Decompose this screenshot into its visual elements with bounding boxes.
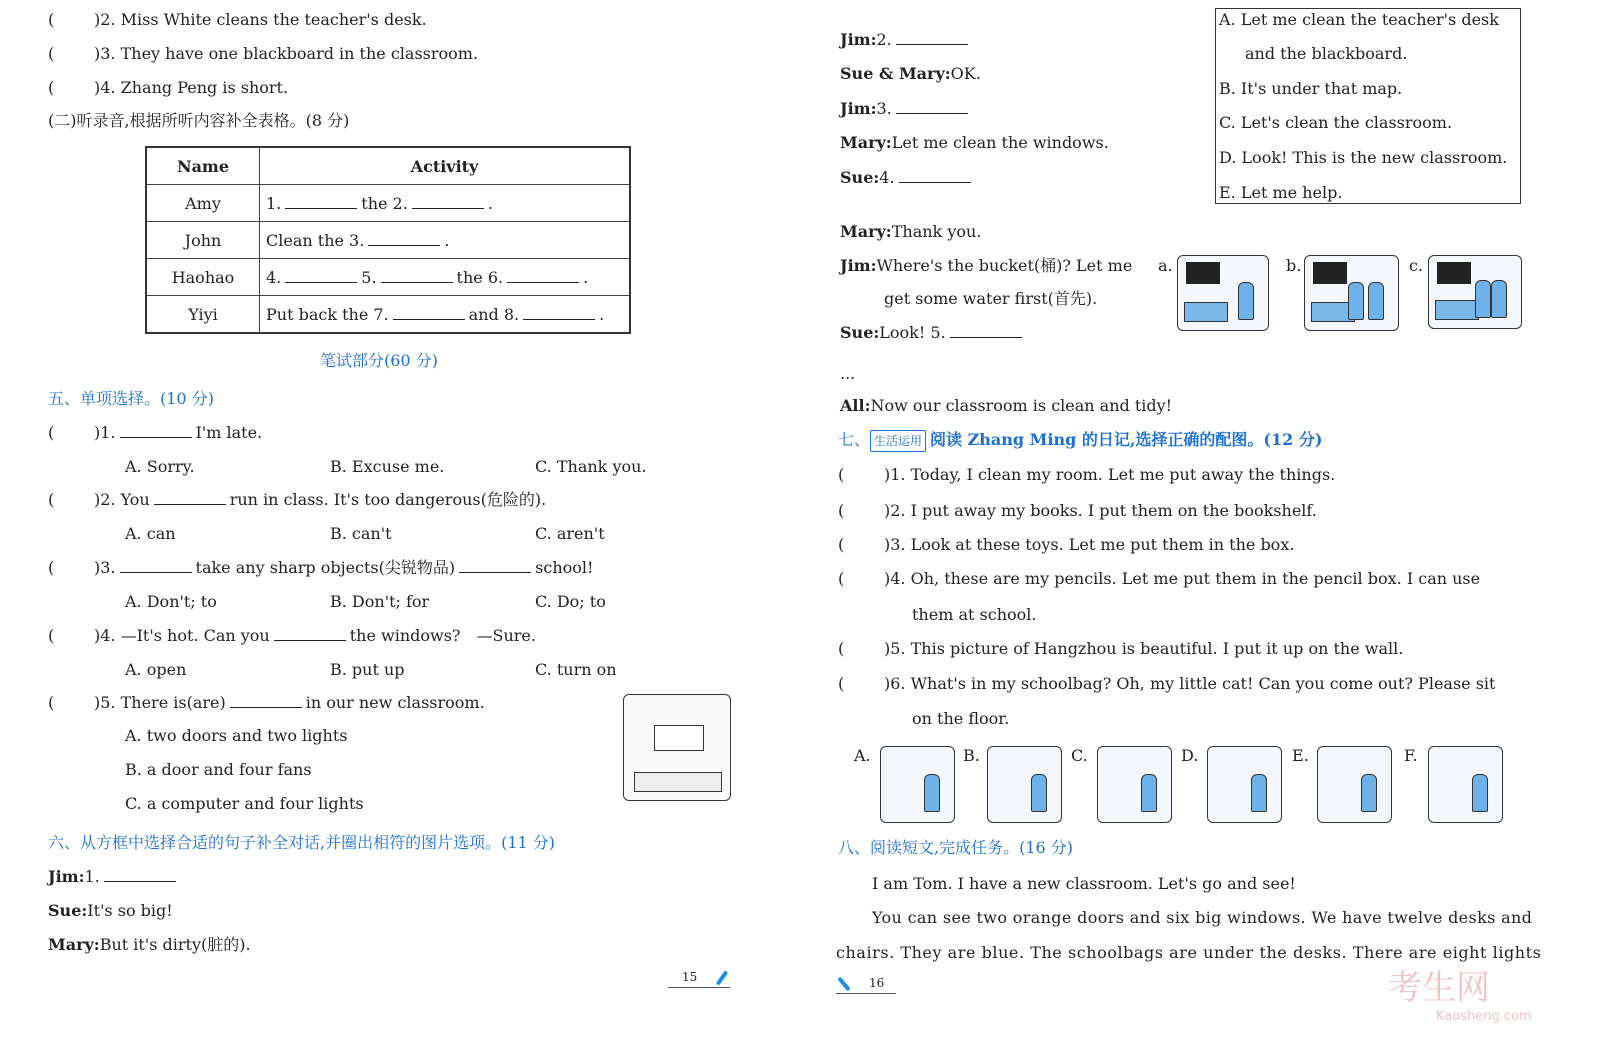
option[interactable]: B. put up xyxy=(330,660,405,679)
answer-blank[interactable] xyxy=(459,558,531,573)
table-row: Yiyi Put back the 7. and 8. . xyxy=(146,296,630,334)
blank[interactable] xyxy=(412,194,484,209)
answer-blank[interactable] xyxy=(154,490,226,505)
dialog-line xyxy=(840,30,972,50)
answer-blank[interactable] xyxy=(274,626,346,641)
paren: ) xyxy=(884,674,891,693)
diary-item xyxy=(838,501,1317,521)
diary-item xyxy=(838,569,1480,589)
text: 5. This picture of Hangzhou is beautiful. I put it up on the wall. xyxy=(890,639,1404,658)
text: Look! 5. xyxy=(879,323,946,342)
text: school! xyxy=(535,558,594,577)
option[interactable]: C. aren't xyxy=(535,524,605,543)
paren: ( xyxy=(48,693,55,712)
boy-figure xyxy=(1361,774,1377,812)
text: Let me clean the windows. xyxy=(891,133,1109,152)
section-tag: 生活运用 xyxy=(870,430,926,452)
dialog-line xyxy=(840,222,981,242)
option[interactable]: C. turn on xyxy=(535,660,617,679)
boy-figure xyxy=(1141,774,1157,812)
text: get some water first(首先). xyxy=(884,289,1098,308)
picture-c[interactable] xyxy=(1428,255,1522,329)
dialog-line: Sue:It's so big! xyxy=(48,901,173,920)
text: the windows? —Sure. xyxy=(349,626,536,645)
section-6-heading: 六、从方框中选择合适的句子补全对话,并圈出相符的图片选项。(11 分) xyxy=(48,833,556,852)
diary-item xyxy=(838,535,1294,555)
speaker: Mary: xyxy=(840,133,892,152)
text: I'm late. xyxy=(195,423,263,442)
paren: ) xyxy=(94,490,101,509)
option-line: and the blackboard. xyxy=(1245,44,1408,63)
answer-blank[interactable] xyxy=(899,168,971,183)
blank[interactable] xyxy=(104,867,176,882)
passage-line: You can see two orange doors and six big windows. We have twelve desks and xyxy=(872,908,1533,927)
diary-picture[interactable] xyxy=(1428,746,1503,823)
option-line: C. Let's clean the classroom. xyxy=(1219,113,1453,132)
speaker: Jim: xyxy=(840,99,877,118)
diary-picture[interactable] xyxy=(880,746,955,823)
picture-label: B. xyxy=(963,746,980,765)
speaker: All: xyxy=(840,396,871,415)
passage-line: chairs. They are blue. The schoolbags are under the desks. There are eight lights xyxy=(836,943,1542,962)
page-number: 16 xyxy=(869,976,885,990)
option[interactable]: C. Do; to xyxy=(535,592,606,611)
diary-item xyxy=(838,674,1495,694)
written-section-title: 笔试部分(60 分) xyxy=(320,351,438,370)
text: 5. There is(are) xyxy=(100,693,226,712)
pencil-icon xyxy=(716,970,728,985)
picture-label: F. xyxy=(1404,746,1418,765)
option[interactable]: B. Don't; for xyxy=(330,592,430,611)
speaker: Mary: xyxy=(840,222,892,241)
table-row: John Clean the 3. . xyxy=(146,222,630,259)
question xyxy=(48,423,262,443)
option-line: B. It's under that map. xyxy=(1219,79,1403,98)
speaker: Sue: xyxy=(840,323,880,342)
pencil-icon xyxy=(837,977,850,992)
answer-blank[interactable] xyxy=(230,693,302,708)
speaker: Jim: xyxy=(840,256,877,275)
question xyxy=(48,490,546,510)
option-box xyxy=(1215,8,1521,204)
text: 2. xyxy=(876,30,892,49)
table-header: Name xyxy=(146,147,260,185)
option-line: D. Look! This is the new classroom. xyxy=(1219,148,1508,167)
tf-item: ( )2. Miss White cleans the teacher's desk. xyxy=(48,10,427,29)
question xyxy=(48,693,485,713)
diary-item xyxy=(838,465,1335,485)
text: Now our classroom is clean and tidy! xyxy=(870,396,1173,415)
speaker: Sue & Mary: xyxy=(840,64,951,83)
diary-item xyxy=(838,639,1403,659)
text: 3. xyxy=(876,99,892,118)
paren: ( xyxy=(838,674,845,693)
dialog-line xyxy=(840,64,981,84)
text: 4. —It's hot. Can you xyxy=(100,626,270,645)
text: 3. xyxy=(100,558,116,577)
paren: ( xyxy=(838,535,845,554)
activity-table xyxy=(145,146,631,334)
paren: ( xyxy=(48,490,55,509)
text: Where's the bucket(桶)? Let me xyxy=(876,256,1133,275)
page-divider xyxy=(836,993,896,994)
paren: ( xyxy=(838,465,845,484)
diary-picture[interactable] xyxy=(1207,746,1282,823)
tf-item: ( )3. They have one blackboard in the classroom. xyxy=(48,44,479,63)
diary-picture[interactable] xyxy=(1317,746,1392,823)
boy-figure xyxy=(1031,774,1047,812)
text: 4. Oh, these are my pencils. Let me put them in the pencil box. I can use xyxy=(890,569,1481,588)
paren: ) xyxy=(94,693,101,712)
text: 1. xyxy=(100,423,116,442)
page-divider xyxy=(668,987,730,988)
picture-label: D. xyxy=(1181,746,1199,765)
answer-blank[interactable] xyxy=(896,99,968,114)
dialog-line xyxy=(840,256,1132,276)
paren: ) xyxy=(884,465,891,484)
speaker: Sue: xyxy=(840,168,880,187)
diary-picture[interactable] xyxy=(1097,746,1172,823)
option[interactable]: B. can't xyxy=(330,524,392,543)
classroom-picture xyxy=(623,694,731,801)
dialog-line xyxy=(840,323,1026,343)
text: 2. I put away my books. I put them on the bookshelf. xyxy=(890,501,1317,520)
paren: ) xyxy=(884,639,891,658)
option[interactable]: A. Don't; to xyxy=(125,592,217,611)
picture-label: b. xyxy=(1286,256,1302,275)
option[interactable]: A. open xyxy=(125,660,187,679)
blank[interactable] xyxy=(368,231,440,246)
section-7-heading: 七、 生活运用 阅读 Zhang Ming 的日记,选择正确的配图。(12 分) xyxy=(838,430,1322,452)
text: run in class. It's too dangerous(危险的). xyxy=(229,490,547,509)
dialog-line xyxy=(840,99,972,119)
blank[interactable] xyxy=(393,305,465,320)
question xyxy=(48,626,536,646)
table-header: Activity xyxy=(260,147,631,185)
answer-blank[interactable] xyxy=(950,323,1022,338)
boy-figure xyxy=(1251,774,1267,812)
text: 2. You xyxy=(100,490,150,509)
dialog-line xyxy=(840,396,1172,416)
boy-figure xyxy=(1472,774,1488,812)
picture-b[interactable] xyxy=(1304,255,1399,331)
option[interactable]: C. a computer and four lights xyxy=(125,794,364,813)
text: OK. xyxy=(950,64,981,83)
paren: ) xyxy=(94,423,101,442)
page-number: 15 xyxy=(682,970,698,984)
paren: ) xyxy=(884,535,891,554)
paren: ( xyxy=(838,639,845,658)
paren: ( xyxy=(838,501,845,520)
dialog-line: Mary:But it's dirty(脏的). xyxy=(48,935,251,954)
answer-blank[interactable] xyxy=(896,30,968,45)
text: ... xyxy=(840,364,856,383)
blank[interactable] xyxy=(507,268,579,283)
listen-heading: (二)听录音,根据所听内容补全表格。(8 分) xyxy=(48,111,350,130)
answer-blank[interactable] xyxy=(120,423,192,438)
diary-picture[interactable] xyxy=(987,746,1062,823)
text: in our new classroom. xyxy=(305,693,485,712)
blank[interactable] xyxy=(523,305,595,320)
picture-a[interactable] xyxy=(1177,255,1269,331)
paren: ( xyxy=(838,569,845,588)
picture-label: c. xyxy=(1409,256,1424,275)
text: Thank you. xyxy=(891,222,982,241)
text: 6. What's in my schoolbag? Oh, my little cat! Can you come out? Please sit xyxy=(890,674,1496,693)
text: take any sharp objects(尖锐物品) xyxy=(195,558,456,577)
watermark-logo: 考生网 Kaosheng.com xyxy=(1388,968,1532,1024)
speaker: Jim: xyxy=(840,30,877,49)
option[interactable]: B. Excuse me. xyxy=(330,457,445,476)
item-continuation: them at school. xyxy=(912,605,1037,624)
blank[interactable] xyxy=(285,268,357,283)
picture-label: A. xyxy=(854,746,871,765)
paren: ) xyxy=(94,626,101,645)
option[interactable]: A. can xyxy=(125,524,176,543)
option-line: E. Let me help. xyxy=(1219,183,1343,202)
text: 3. Look at these toys. Let me put them in the box. xyxy=(890,535,1295,554)
section-5-heading: 五、单项选择。(10 分) xyxy=(48,389,214,408)
option[interactable]: A. Sorry. xyxy=(125,457,195,476)
text: 1. Today, I clean my room. Let me put away the things. xyxy=(890,465,1336,484)
paren: ( xyxy=(48,626,55,645)
picture-label: E. xyxy=(1292,746,1309,765)
dialog-line xyxy=(840,364,855,384)
blank[interactable] xyxy=(381,268,453,283)
text: 4. xyxy=(879,168,895,187)
boy-figure xyxy=(924,774,940,812)
paren: ( xyxy=(48,423,55,442)
answer-blank[interactable] xyxy=(120,558,192,573)
dialog-line xyxy=(840,168,975,188)
dialog-line xyxy=(884,289,1097,309)
item-continuation: on the floor. xyxy=(912,709,1010,728)
picture-label: C. xyxy=(1071,746,1088,765)
table-row: Haohao 4. 5. the 6. . xyxy=(146,259,630,296)
tf-item: ( )4. Zhang Peng is short. xyxy=(48,78,289,97)
table-row: Amy 1. the 2. . xyxy=(146,185,630,222)
option[interactable]: B. a door and four fans xyxy=(125,760,312,779)
paren: ) xyxy=(884,501,891,520)
paren: ) xyxy=(884,569,891,588)
section-8-heading: 八、阅读短文,完成任务。(16 分) xyxy=(838,838,1074,857)
paren: ( xyxy=(48,558,55,577)
dialog-line xyxy=(840,133,1109,153)
option[interactable]: C. Thank you. xyxy=(535,457,647,476)
passage-line: I am Tom. I have a new classroom. Let's go and see! xyxy=(872,874,1296,893)
paren: ) xyxy=(94,558,101,577)
dialog-line: Jim:1. xyxy=(48,867,180,887)
option[interactable]: A. two doors and two lights xyxy=(125,726,348,745)
blank[interactable] xyxy=(285,194,357,209)
question xyxy=(48,558,593,578)
picture-label: a. xyxy=(1158,256,1173,275)
option-line: A. Let me clean the teacher's desk xyxy=(1219,10,1499,29)
